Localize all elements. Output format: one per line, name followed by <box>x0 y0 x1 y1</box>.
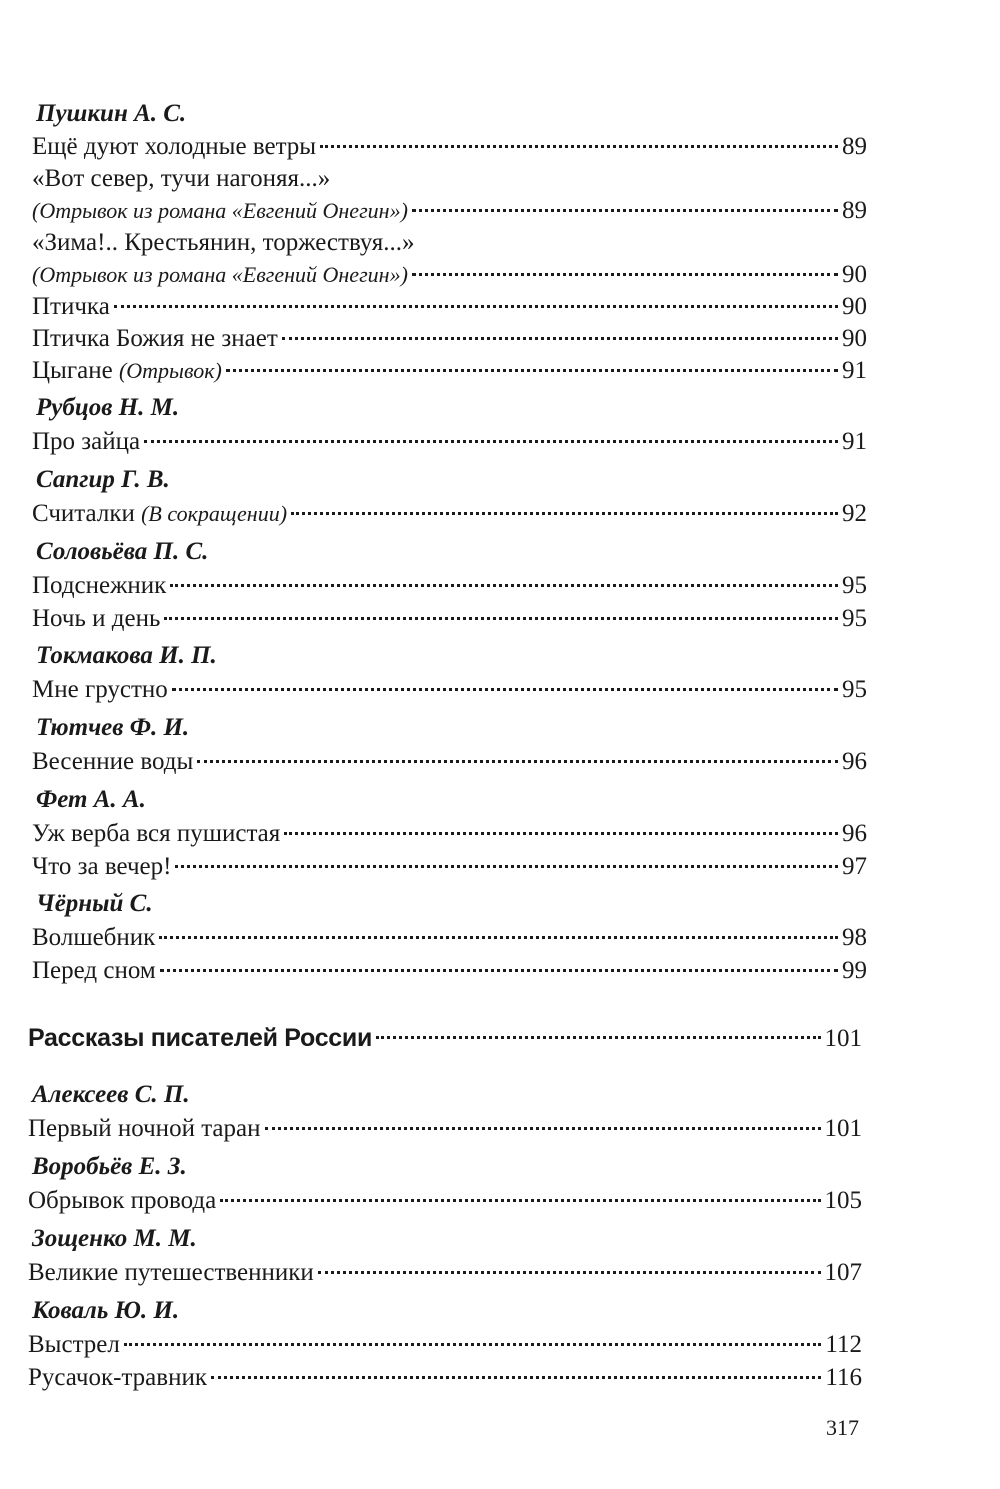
entry-title: Волшебник <box>32 924 156 951</box>
dot-leader <box>318 1271 821 1274</box>
dot-leader <box>124 1343 822 1346</box>
dot-leader <box>160 969 838 972</box>
toc-entry[interactable] <box>32 259 867 291</box>
page-number: 95 <box>842 676 867 703</box>
dot-leader <box>226 369 838 372</box>
page-number: 91 <box>842 428 867 455</box>
dot-leader <box>170 584 838 587</box>
dot-leader <box>376 1036 820 1039</box>
entry-note: (В сокращении) <box>141 501 288 526</box>
toc-entry[interactable] <box>32 817 867 851</box>
toc-block-poets <box>32 97 867 987</box>
page-number: 112 <box>825 1331 862 1358</box>
entry-title: Первый ночной таран <box>28 1115 261 1142</box>
page-number: 89 <box>842 197 867 224</box>
toc-entry[interactable] <box>32 425 867 459</box>
page-number: 92 <box>842 500 867 527</box>
page-number: 107 <box>824 1259 862 1286</box>
toc-entry[interactable] <box>32 195 867 227</box>
entry-title: Что за вечер! <box>32 853 172 880</box>
page-number: 89 <box>842 133 867 160</box>
page-number: 90 <box>842 325 867 352</box>
entry-title: Птичка Божия не знает <box>32 325 278 352</box>
page-number: 98 <box>842 924 867 951</box>
page-number: 97 <box>842 853 867 880</box>
author-heading: Чёрный С. <box>36 890 153 917</box>
toc-entry[interactable] <box>32 921 867 955</box>
entry-title: Обрывок провода <box>28 1187 217 1214</box>
author-heading: Соловьёва П. С. <box>36 538 209 565</box>
toc-entry[interactable] <box>32 131 867 163</box>
page-number: 116 <box>825 1364 862 1391</box>
toc-block-stories <box>28 1018 862 1394</box>
toc-entry[interactable] <box>32 497 867 531</box>
page-folio: 317 <box>826 1415 859 1440</box>
entry-title: Русачок-травник <box>28 1364 207 1391</box>
toc-entry[interactable] <box>32 955 867 987</box>
entry-title: Мне грустно <box>32 676 168 703</box>
page-number: 105 <box>824 1187 862 1214</box>
page-number: 101 <box>824 1025 862 1052</box>
toc-entry[interactable] <box>28 1362 862 1394</box>
toc-entry[interactable] <box>32 673 867 707</box>
toc-entry[interactable] <box>32 569 867 603</box>
dot-leader <box>144 440 838 443</box>
dot-leader <box>172 688 838 691</box>
dot-leader <box>412 209 838 212</box>
entry-title: Цыгане <box>32 357 113 384</box>
entry-title[interactable]: «Вот север, тучи нагоняя...» <box>32 165 331 192</box>
author-heading: Фет А. А. <box>36 786 146 813</box>
entry-title: Считалки <box>32 500 135 527</box>
author-heading: Пушкин А. С. <box>36 100 187 127</box>
entry-title: Перед сном <box>32 957 156 984</box>
page-number: 90 <box>842 261 867 288</box>
toc-entry[interactable] <box>32 851 867 883</box>
dot-leader <box>291 512 838 515</box>
entry-title: Уж верба вся пушистая <box>32 820 281 847</box>
section-title: Рассказы писателей России <box>28 1024 373 1052</box>
dot-leader <box>175 865 838 868</box>
entry-note: (Отрывок) <box>118 358 222 383</box>
page-number: 101 <box>824 1115 862 1142</box>
page-number: 90 <box>842 293 867 320</box>
dot-leader <box>412 273 838 276</box>
toc-entry[interactable] <box>28 1328 862 1362</box>
dot-leader <box>164 617 838 620</box>
toc-entry[interactable] <box>32 745 867 779</box>
author-heading: Токмакова И. П. <box>36 642 217 669</box>
author-heading: Воробьёв Е. З. <box>32 1153 187 1180</box>
page-number: 95 <box>842 605 867 632</box>
dot-leader <box>265 1127 821 1130</box>
toc-entry[interactable] <box>32 603 867 635</box>
entry-title: Подснежник <box>32 572 167 599</box>
section-heading[interactable] <box>28 1018 862 1058</box>
entry-note: (Отрывок из романа «Евгений Онегин») <box>32 262 408 287</box>
dot-leader <box>114 305 838 308</box>
page-number: 96 <box>842 820 867 847</box>
author-heading: Сапгир Г. В. <box>36 466 170 493</box>
dot-leader <box>284 832 838 835</box>
entry-title: Ночь и день <box>32 605 161 632</box>
entry-title: Великие путешественники <box>28 1259 314 1286</box>
dot-leader <box>197 760 838 763</box>
page-number: 96 <box>842 748 867 775</box>
entry-title: Весенние воды <box>32 748 194 775</box>
entry-title: Ещё дуют холодные ветры <box>32 133 317 160</box>
dot-leader <box>211 1376 821 1379</box>
dot-leader <box>282 337 838 340</box>
entry-title: Выстрел <box>28 1331 120 1358</box>
page-number: 95 <box>842 572 867 599</box>
toc-entry[interactable] <box>28 1256 862 1290</box>
entry-note: (Отрывок из романа «Евгений Онегин») <box>32 198 408 223</box>
author-heading: Тютчев Ф. И. <box>36 714 190 741</box>
author-heading: Зощенко М. М. <box>32 1225 197 1252</box>
entry-title[interactable]: «Зима!.. Крестьянин, торжествуя...» <box>32 229 415 256</box>
author-heading: Алексеев С. П. <box>32 1081 190 1108</box>
entry-title: Птичка <box>32 293 110 320</box>
dot-leader <box>320 145 838 148</box>
page-number: 91 <box>842 357 867 384</box>
page-number: 99 <box>842 957 867 984</box>
toc-entry[interactable] <box>32 323 867 355</box>
toc-entry[interactable] <box>28 1112 862 1146</box>
toc-entry[interactable] <box>32 355 867 387</box>
toc-entry[interactable] <box>32 291 867 323</box>
dot-leader <box>159 936 838 939</box>
author-heading: Коваль Ю. И. <box>32 1297 180 1324</box>
toc-entry[interactable] <box>28 1184 862 1218</box>
author-heading: Рубцов Н. М. <box>36 394 180 421</box>
dot-leader <box>220 1199 820 1202</box>
entry-title: Про зайца <box>32 428 141 455</box>
